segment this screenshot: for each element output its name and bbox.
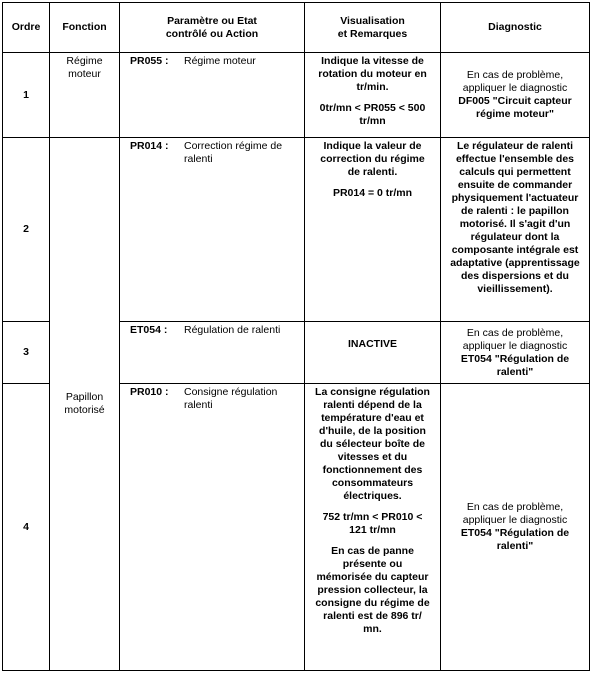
- row-ordre: 3: [3, 322, 50, 384]
- param-code: ET054 :: [130, 324, 168, 336]
- diag-reference: ET054 "Régulation de ralenti": [460, 527, 570, 552]
- param-label: Régime moteur: [184, 55, 256, 67]
- row-parametre: [120, 322, 305, 384]
- diag-reference: DF005 "Circuit capteur régime moteur": [458, 95, 572, 120]
- vis-note: En cas de panne présente ou mémorisée du capteur pression collecteur, la consigne du régime de ralenti est de 896 tr/ mn.: [315, 545, 430, 635]
- vis-range: 752 tr/mn < PR010 < 121 tr/mn: [322, 511, 423, 536]
- param-label: Correction régime de ralenti: [184, 140, 283, 165]
- row-diagnostic: [441, 322, 590, 384]
- header-visualisation: Visualisation et Remarques: [305, 3, 441, 53]
- header-ordre: Ordre: [3, 3, 50, 53]
- diagnostic-table: [2, 2, 590, 671]
- param-code: PR010 :: [130, 386, 169, 398]
- row-parametre: [120, 384, 305, 671]
- vis-range: PR014 = 0 tr/mn: [332, 187, 413, 199]
- header-diagnostic: Diagnostic: [441, 3, 590, 53]
- row-fonction: Régime moteur: [50, 53, 120, 138]
- row-visualisation: [305, 53, 441, 138]
- diag-line: En cas de problème,: [466, 326, 564, 339]
- table-header-row: [3, 3, 590, 53]
- diag-reference: ET054 "Régulation de ralenti": [460, 352, 570, 378]
- diag-line: En cas de problème,: [466, 69, 564, 81]
- diag-line: appliquer le diagnostic: [462, 82, 568, 94]
- row-visualisation: [305, 322, 441, 384]
- param-label: Consigne régulation ralenti: [184, 386, 278, 411]
- param-code: PR055 :: [130, 55, 169, 67]
- diag-line: appliquer le diagnostic: [462, 514, 568, 526]
- vis-text: La consigne régulation ralenti dépend de la température d'eau et d'huile, de la position du sélecteur boîte de vitesses et du fonctionnement des consommateurs électriques.: [315, 386, 430, 502]
- param-label: Régulation de ralenti: [184, 324, 281, 336]
- row-visualisation: [305, 138, 441, 322]
- row-ordre: 2: [3, 138, 50, 322]
- row-ordre: 4: [3, 384, 50, 671]
- row-diagnostic: Le régulateur de ralenti effectue l'ensemble des calculs qui permettent ensuite de commander physiquement l'actuateur de ralenti : le papillon motorisé. Il s'agit d'un régulateur dont la composante intégrale est adaptative (apprentissage des dispersions et du vieillissement).: [441, 138, 590, 322]
- table-row: [3, 53, 590, 138]
- row-parametre: [120, 138, 305, 322]
- row-ordre: 1: [3, 53, 50, 138]
- vis-text: Indique la valeur de correction du régime de ralenti.: [320, 140, 425, 178]
- row-parametre: [120, 53, 305, 138]
- row-visualisation: [305, 384, 441, 671]
- row-diagnostic: [441, 384, 590, 671]
- diag-line: appliquer le diagnostic: [462, 339, 568, 352]
- diag-line: En cas de problème,: [466, 501, 564, 513]
- header-parametre: Paramètre ou Etat contrôlé ou Action: [120, 3, 305, 53]
- param-code: PR014 :: [130, 140, 169, 152]
- vis-status: INACTIVE: [347, 338, 397, 350]
- header-fonction: Fonction: [50, 3, 120, 53]
- vis-range: 0tr/mn < PR055 < 500 tr/mn: [319, 102, 426, 127]
- row-diagnostic: [441, 53, 590, 138]
- vis-text: Indique la vitesse de rotation du moteur en tr/min.: [318, 55, 427, 93]
- row-fonction: Papillon motorisé: [50, 138, 120, 671]
- table-row: [3, 138, 590, 322]
